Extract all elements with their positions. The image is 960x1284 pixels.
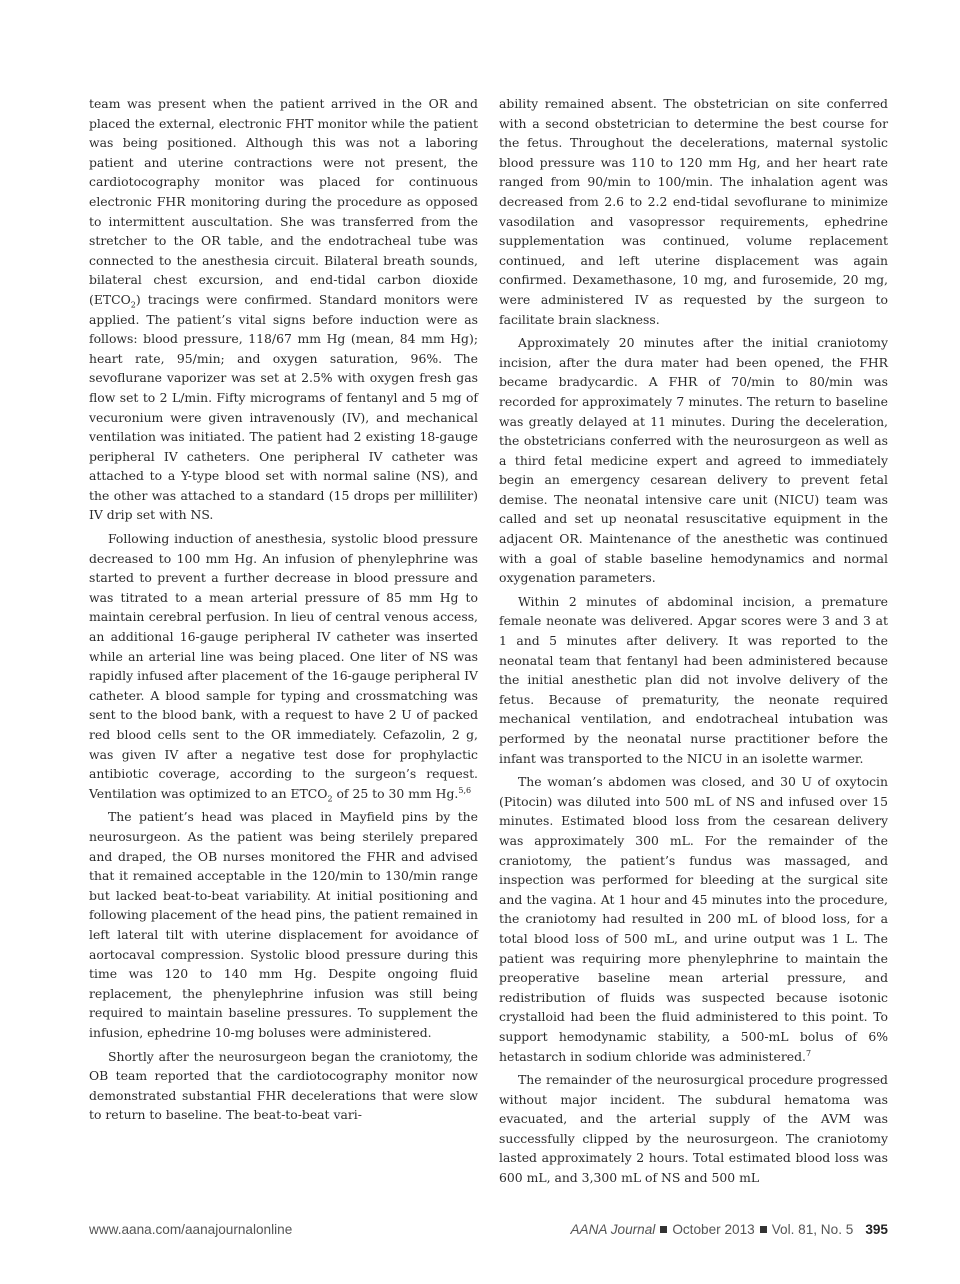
volume-issue: Vol. 81, No. 5	[771, 1222, 854, 1237]
paragraph: Shortly after the neurosurgeon began the craniotomy, the OB team reported that the cardiotocography monitor now demonstrated substantial FHR decelerations that were slow to return to baseline. The beat-to-beat vari-	[89, 1048, 478, 1123]
paragraph: The patient’s head was placed in Mayfield pins by the neurosurgeon. As the patient was being sterilely prepared and draped, the OB nurses monitored the FHR and advised that it remained acceptable in the 120/min to 130/min range but lacked beat-to-beat variability. At initial positioning and following placement of the head pins, the patient remained in left lateral tilt with uterine displacement for avoidance of aortocaval compression. Systolic blood pressure during this time was 120 to 140 mm Hg. Despite ongoing fluid replacement, the phenylephrine infusion was still being required to maintain baseline pressures. To supplement the infusion, ephedrine 10-mg boluses were administered.	[89, 809, 478, 1040]
paragraph	[89, 529, 478, 803]
paragraph: The remainder of the neurosurgical procedure progressed without major incident. The subdural hematoma was evacuated, and the arterial supply of the AVM was successfully clipped by the neurosurgeon. The craniotomy lasted approximately 2 hours. Total estimated blood loss was 600 mL, and 3,300 mL of NS and 500 mL	[499, 1072, 888, 1186]
paragraph-text: The woman’s abdomen was closed, and 30 U of oxytocin (Pitocin) was diluted into 500 mL of NS and infused over 15 minutes. Estimated blood loss from the cesarean delivery was approximately 300 mL. For the remainder of the craniotomy, the patient’s fundus was massaged, and inspection was performed for bleeding at the surgical site and the vagina. At 1 hour and 45 minutes into the procedure, the craniotomy had resulted in 200 mL of blood loss, for a total blood loss of 500 mL, and urine output was 1 L. The patient was requiring more phenylephrine to maintain the preoperative baseline mean arterial pressure, and redistribution of fluids was suspected because isotonic crystalloid had been the fluid administered to this point. To support hemodynamic stability, a 500-mL bolus of 6% hetastarch in sodium chloride was administered.	[499, 774, 888, 1064]
square-bullet-icon	[660, 1226, 667, 1233]
square-bullet-icon	[760, 1226, 767, 1233]
paragraph	[499, 772, 888, 1066]
journal-url[interactable]: www.aana.com/aanajournalonline	[89, 1222, 293, 1237]
paragraph-text: team was present when the patient arrived in the OR and placed the external, electronic FHT monitor while the patient was being positioned. Although this was not a laboring patient and uterine contractions were not present, the cardiotocography monitor was placed for continuous electronic FHR monitoring during the procedure as opposed to intermittent auscultation. She was transferred from the stretcher to the OR table, and the endotracheal tube was connected to the anesthesia circuit. Bilateral breath sounds, bilateral chest excursion, and end-tidal carbon dioxide (ETCO	[89, 96, 478, 307]
subscript: 2	[130, 300, 136, 310]
paragraph	[89, 94, 478, 525]
journal-name: AANA Journal	[570, 1222, 656, 1237]
paragraph-text: of 25 to 30 mm Hg.	[332, 785, 459, 801]
paragraph: Within 2 minutes of abdominal incision, a premature female neonate was delivered. Apgar scores were 3 and 3 at 1 and 5 minutes after delivery. It was reported to the neonatal team that fentanyl had been administered because the initial anesthetic plan did not involve delivery of the fetus. Because of prematurity, the neonate required mechanical ventilation, and endotracheal intubation was performed by the neonatal nurse practitioner before the infant was transported to the NICU in an isolette warmer.	[499, 593, 888, 766]
journal-citation	[570, 1222, 888, 1237]
paragraph-text: Following induction of anesthesia, systolic blood pressure decreased to 100 mm Hg. An infusion of phenylephrine was started to prevent a further decrease in blood pressure and was titrated to a mean arterial pressure of 85 mm Hg to maintain cerebral perfusion. In lieu of central venous access, an additional 16-gauge peripheral IV catheter was inserted while an arterial line was being placed. One liter of NS was rapidly infused after placement of the 16-gauge peripheral IV catheter. A blood sample for typing and crossmatching was sent to the blood bank, with a request to have 2 U of packed red blood cells sent to the OR immediately. Cefazolin, 2 g, was given IV after a negative test dose for prophylactic antibiotic coverage, according to the surgeon’s request. Ventilation was optimized to an ETCO	[89, 531, 478, 801]
page-footer	[89, 1222, 888, 1242]
paragraph-text: ) tracings were confirmed. Standard monitors were applied. The patient’s vital signs before induction were as follows: blood pressure, 118/67 mm Hg (mean, 84 mm Hg); heart rate, 95/min; and oxygen saturation, 96%. The sevoflurane vaporizer was set at 2.5% with oxygen fresh gas flow set to 2 L/min. Fifty micrograms of fentanyl and 5 mg of vecuronium were given intravenously (IV), and mechanical ventilation was initiated. The patient had 2 existing 18-gauge peripheral IV catheters. One peripheral IV catheter was attached to a Y-type blood set with normal saline (NS), and the other was attached to a standard (15 drops per milliliter) IV drip set with NS.	[89, 291, 478, 523]
citation-superscript: 7	[805, 1048, 812, 1058]
citation-superscript: 5,6	[458, 785, 472, 795]
right-column	[499, 94, 888, 1188]
issue-date: October 2013	[672, 1222, 755, 1237]
left-column	[89, 94, 478, 1125]
paragraph: Approximately 20 minutes after the initial craniotomy incision, after the dura mater had been opened, the FHR became bradycardic. A FHR of 70/min to 80/min was recorded for approximately 7 minutes. The return to baseline was greatly delayed at 11 minutes. During the deceleration, the obstetricians conferred with the neurosurgeon as well as a third fetal medicine expert and agreed to immediately begin an emergency cesarean delivery to prevent fetal demise. The neonatal intensive care unit (NICU) team was called and set up neonatal resuscitative equipment in the adjacent OR. Maintenance of the anesthetic was continued with a goal of stable baseline hemodynamics and normal oxygenation parameters.	[499, 335, 888, 586]
subscript: 2	[327, 794, 333, 804]
page-number: 395	[865, 1222, 888, 1237]
paragraph: ability remained absent. The obstetrician on site conferred with a second obstetrician to determine the best course for the fetus. Throughout the decelerations, maternal systolic blood pressure was 110 to 120 mm Hg, and her heart rate ranged from 90/min to 100/min. The inhalation agent was decreased from 2.6 to 2.2 end-tidal sevoflurane to minimize vasodilation and vasopressor requirements, ephedrine supplementation was continued, volume replacement continued, and left uterine displacement was again confirmed. Dexamethasone, 10 mg, and furosemide, 20 mg, were administered IV as requested by the surgeon to facilitate brain slackness.	[499, 96, 888, 327]
